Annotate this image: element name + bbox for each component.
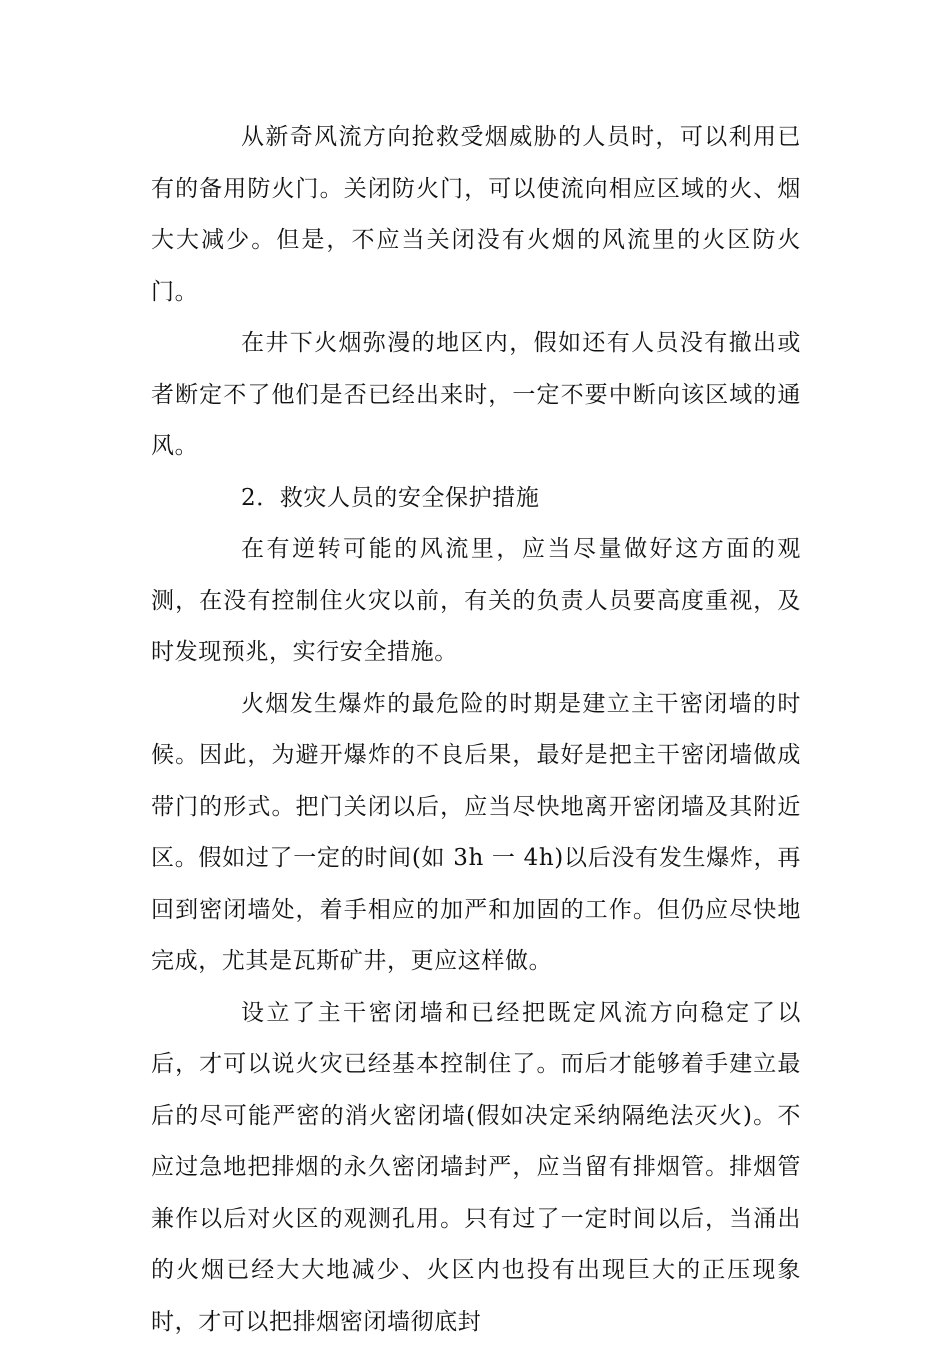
document-body: [151, 112, 801, 1348]
section-heading-safety-measures: 2．救灾人员的安全保护措施: [151, 473, 801, 525]
paragraph-sealing-walls: 设立了主干密闭墙和已经把既定风流方向稳定了以后，才可以说火灾已经基本控制住了。而后才能够着手建立最后的尽可能严密的消火密闭墙(假如决定采纳隔绝法灭火)。不应过急地把排烟的永久密闭墙封严，应当留有排烟管。排烟管兼作以后对火区的观测孔用。只有过了一定时间以后，当涌出的火烟已经大大地减少、火区内也投有出现巨大的正压现象时，才可以把排烟密闭墙彻底封: [151, 988, 801, 1348]
paragraph-airflow-observation: 在有逆转可能的风流里，应当尽量做好这方面的观测，在没有控制住火灾以前，有关的负责人员要高度重视，及时发现预兆，实行安全措施。: [151, 524, 801, 679]
paragraph-rescue-fire-doors: 从新奇风流方向抢救受烟威胁的人员时，可以利用已有的备用防火门。关闭防火门，可以使流向相应区域的火、烟大大减少。但是，不应当关闭没有火烟的风流里的火区防火门。: [151, 112, 801, 318]
paragraph-explosion-risk: 火烟发生爆炸的最危险的时期是建立主干密闭墙的时候。因此，为避开爆炸的不良后果，最好是把主干密闭墙做成带门的形式。把门关闭以后，应当尽快地离开密闭墙及其附近区。假如过了一定的时间(如 3h 一 4h)以后没有发生爆炸，再回到密闭墙处，着手相应的加严和加固的工作。但仍应尽快地完成，尤其是瓦斯矿井，更应这样做。: [151, 679, 801, 988]
paragraph-ventilation: 在井下火烟弥漫的地区内，假如还有人员没有撤出或者断定不了他们是否已经出来时，一定不要中断向该区域的通风。: [151, 318, 801, 473]
